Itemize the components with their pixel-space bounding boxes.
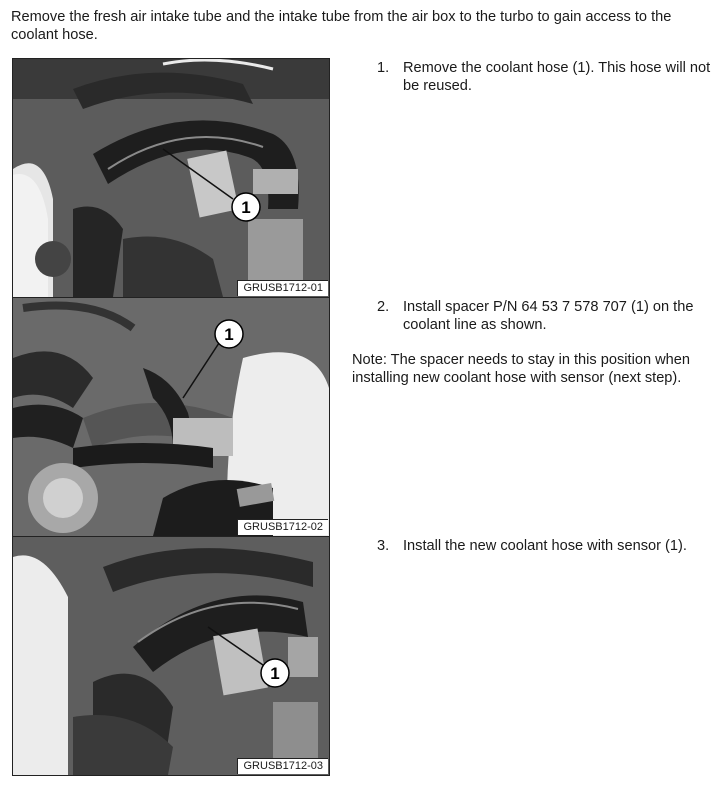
figure-2-engine-image — [13, 298, 329, 536]
figure-1-engine-image — [13, 59, 329, 297]
step-2 — [377, 298, 712, 334]
step-3 — [377, 537, 712, 555]
figure-column — [12, 58, 330, 776]
figure-1-callout: 1 — [241, 198, 251, 217]
step-1 — [377, 59, 712, 95]
spacer-note: Note: The spacer needs to stay in this position when installing new coolant hose with sensor (next step). — [352, 352, 691, 386]
step-1-number: 1. — [377, 60, 390, 76]
step-2-text: Install spacer P/N 64 53 7 578 707 (1) on the coolant line as shown. — [403, 299, 694, 333]
figure-1-photo — [12, 58, 330, 298]
figure-3-caption: GRUSB1712-03 — [237, 758, 329, 774]
intro-paragraph: Remove the fresh air intake tube and the intake tube from the air box to the turbo to gain access to the coolant hose. — [11, 9, 672, 43]
step-1-text: Remove the coolant hose (1). This hose will not be reused. — [403, 60, 711, 94]
figure-3-engine-image — [13, 537, 329, 775]
figure-3-callout: 1 — [270, 664, 280, 683]
step-3-number: 3. — [377, 538, 390, 554]
figure-1-caption: GRUSB1712-01 — [237, 280, 329, 296]
figure-2-caption: GRUSB1712-02 — [237, 519, 329, 535]
step-2-number: 2. — [377, 299, 390, 315]
step-3-text: Install the new coolant hose with sensor (1). — [403, 538, 687, 554]
figure-2-photo — [12, 297, 330, 537]
figure-2-callout: 1 — [224, 325, 234, 344]
figure-3-photo — [12, 536, 330, 776]
